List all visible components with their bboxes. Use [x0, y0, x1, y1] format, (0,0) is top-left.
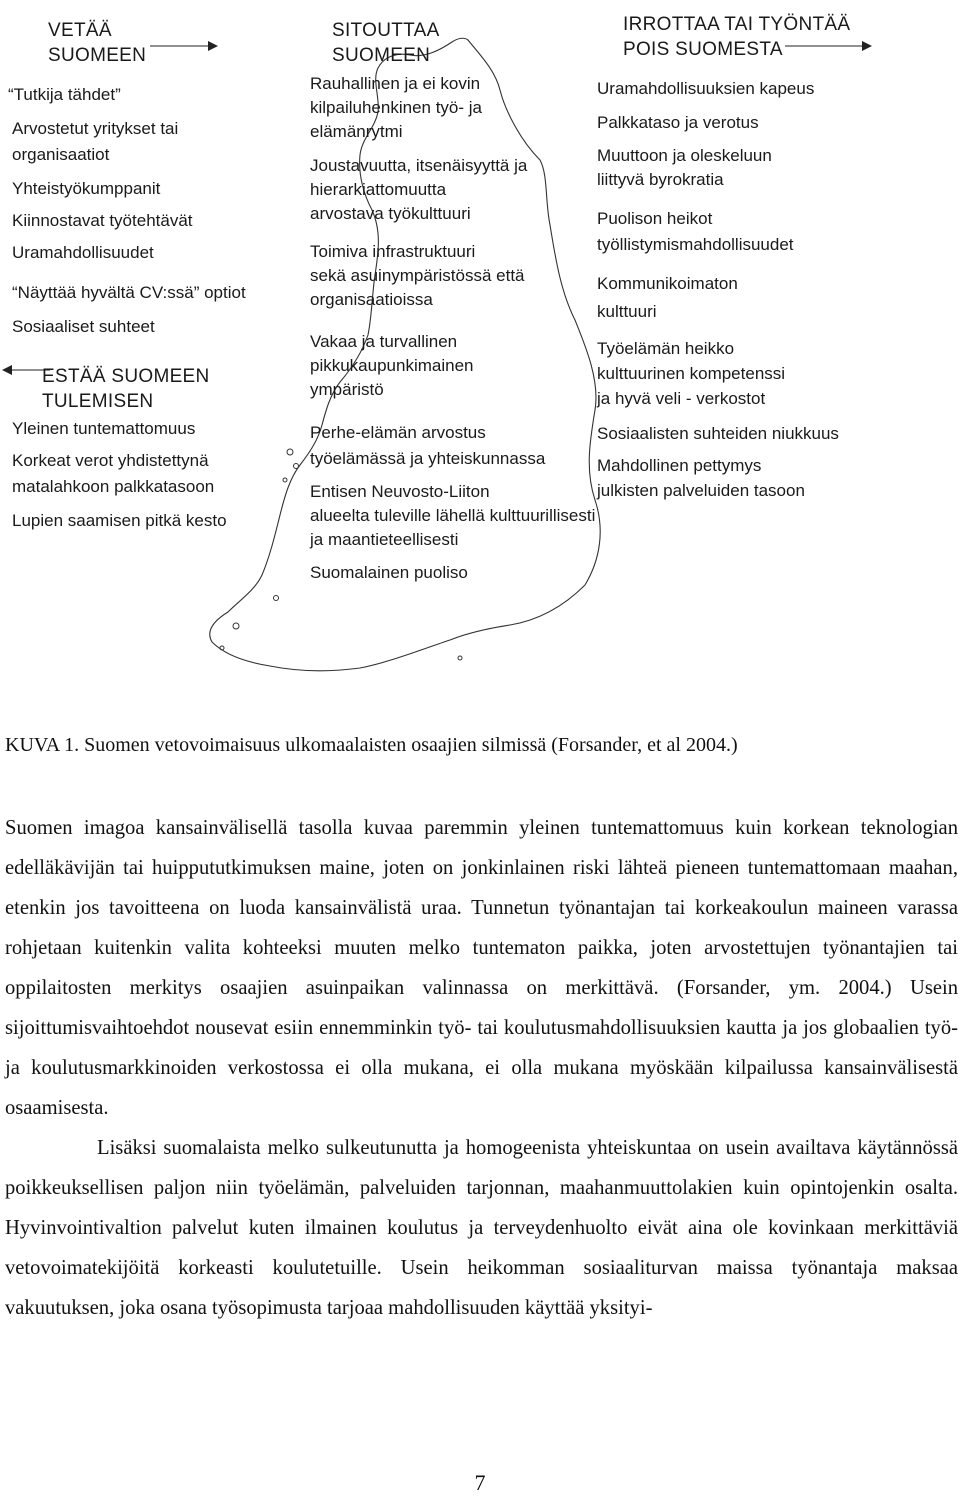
left-column [8, 18, 302, 534]
middle-column [310, 18, 640, 586]
commit-factor: Suomalainen puoliso [310, 563, 468, 582]
pull-factor: “Tutkija tähdet” [8, 85, 121, 104]
push-heading: IRROTTAA TAI TYÖNTÄÄ POIS SUOMESTA [623, 14, 851, 60]
commit-factor: Toimiva infrastruktuuri sekä asuinympäristössä että organisaatioissa [310, 242, 525, 309]
commit-factor: Perhe-elämän arvostus työelämässä ja yhteiskunnassa [310, 423, 546, 468]
pull-factor: Kiinnostavat työtehtävät [12, 211, 193, 230]
figure-caption: KUVA 1. Suomen vetovoimaisuus ulkomaalaisten osaajien silmissä (Forsander, et al 2004.) [5, 734, 738, 756]
push-factor: Palkkataso ja verotus [597, 113, 759, 132]
push-factor: Puolison heikot työllistymismahdollisuudet [597, 209, 794, 254]
push-factor: Sosiaalisten suhteiden niukkuus [597, 424, 839, 443]
page-number: 7 [474, 1470, 486, 1495]
pull-heading: VETÄÄ SUOMEEN [48, 20, 147, 66]
pull-factor: “Näyttää hyvältä CV:ssä” optiot [12, 283, 246, 302]
commit-factor: Joustavuutta, itsenäisyyttä ja hierarkiattomuutta arvostava työkulttuuri [310, 156, 528, 223]
push-factor: Uramahdollisuuksien kapeus [597, 79, 815, 98]
push-factor: Työelämän heikko kulttuurinen kompetenssi ja hyvä veli - verkostot [597, 339, 786, 408]
figure [0, 0, 960, 700]
paragraph: Suomen imagoa kansainvälisellä tasolla kuvaa paremmin yleinen tuntemattomuus kuin korkean teknologian edelläkävijän tai huippututkimuksen maine, joten on jonkinlainen riski lähteä pieneen tuntemattomaan maahan, etenkin jos tavoitteena on luoda kansainvälistä uraa. Tunnetun työnantajan tai korkeakoulun maineen varassa rohjetaan kuitenkin valita kohteeksi muuten melko tuntematon paikka, joten arvostettujen työnantajien tai oppilaitosten merkitys osaajien asuinpaikan valinnassa on merkittävä. (Forsander, ym. 2004.) Usein sijoittumisvaihtoehdot nousevat esiin ennemminkin työ- tai koulutusmahdollisuuksien kautta ja jos globaalien työ- ja koulutusmarkkinoiden verkostossa ei olla mukana, ei olla mukana myöskään kilpailussa kansainvälisestä osaamisesta. [5, 817, 958, 1119]
push-factor: Mahdollinen pettymys julkisten palveluiden tasoon [597, 456, 805, 500]
barrier-factor: Korkeat verot yhdistettynä matalahkoon palkkatasoon [12, 451, 215, 496]
commit-factor: Vakaa ja turvallinen pikkukaupunkimainen ympäristö [310, 332, 474, 399]
pull-factor: Sosiaaliset suhteet [12, 317, 155, 336]
commit-factor: Entisen Neuvosto-Liiton alueelta tuleville lähellä kulttuurillisesti ja maantieteellisesti [310, 482, 596, 549]
commit-heading: SITOUTTAA SUOMEEN [332, 20, 440, 66]
barrier-heading: ESTÄÄ SUOMEEN TULEMISEN [42, 366, 210, 412]
paragraph: Lisäksi suomalaista melko sulkeutunutta ja homogeenista yhteiskuntaa on usein availtava käytännössä poikkeuksellisen paljon niin työelämän, palveluiden tarjonnan, maahanmuuttolakien kuin opintojenkin osalta. Hyvinvointivaltion palvelut kuten ilmainen koulutus ja terveydenhuolto eivät aina ole kovinkaan merkittäviä vetovoimatekijöitä korkeasti koulutetuille. Usein heikomman sosiaaliturvan maissa työnantaja maksaa vakuutuksen, joka osana työsopimusta tarjoaa mahdollisuuden käyttää yksityi- [5, 1137, 958, 1319]
body-text [5, 808, 958, 1328]
pull-factor: Yhteistyökumppanit [12, 179, 161, 198]
push-factor: Muuttoon ja oleskeluun liittyvä byrokratia [597, 146, 772, 189]
commit-factor: Rauhallinen ja ei kovin kilpailuhenkinen työ- ja elämänrytmi [310, 74, 482, 141]
barrier-factor: Yleinen tuntemattomuus [12, 419, 196, 438]
pull-factor: Arvostetut yritykset tai organisaatiot [12, 119, 179, 164]
barrier-factor: Lupien saamisen pitkä kesto [12, 511, 227, 530]
push-factor: Kommunikoimaton kulttuuri [597, 274, 738, 321]
right-column [597, 12, 897, 503]
pull-factor: Uramahdollisuudet [12, 243, 154, 262]
